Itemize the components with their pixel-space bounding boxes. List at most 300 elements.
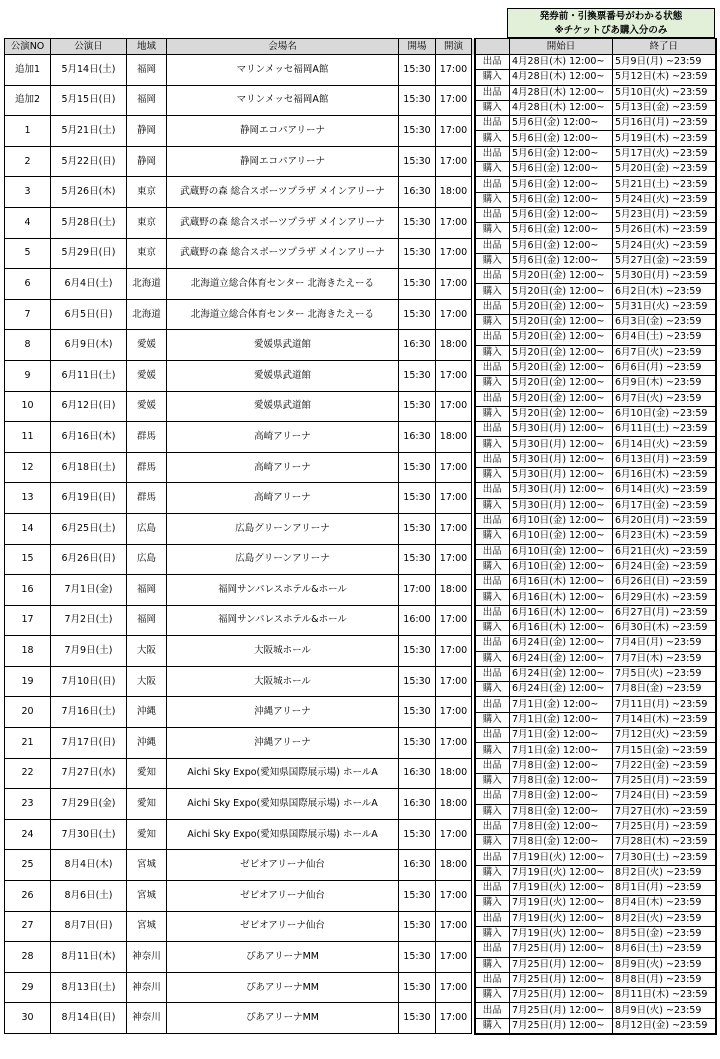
cell-region: 静岡: [127, 146, 167, 177]
cell-start: 17:00: [436, 146, 472, 177]
cell-venue: 愛媛県武道館: [167, 391, 399, 422]
cell-open: 15:30: [399, 819, 436, 850]
cell-region: 東京: [127, 238, 167, 269]
cell-no: 28: [5, 942, 51, 973]
cell-sell-end: 5月21日(土) ~23:59: [613, 177, 716, 192]
cell-buy-begin: 5月20日(金) 12:00~: [510, 376, 613, 391]
cell-date: 5月28日(土): [51, 207, 127, 238]
cell-no: 10: [5, 391, 51, 422]
cell-buy-begin: 5月6日(金) 12:00~: [510, 223, 613, 238]
cell-kind-buy: 購入: [475, 437, 510, 452]
table-row: [5, 819, 716, 834]
cell-sell-end: 8月2日(火) ~23:59: [613, 911, 716, 926]
cell-venue: 北海道立総合体育センター 北海きたえーる: [167, 299, 399, 330]
cell-kind-buy: 購入: [475, 162, 510, 177]
cell-region: 福岡: [127, 55, 167, 86]
cell-buy-end: 5月20日(金) ~23:59: [613, 162, 716, 177]
cell-sell-end: 6月14日(火) ~23:59: [613, 483, 716, 498]
table-row: [5, 697, 716, 712]
cell-kind-buy: 購入: [475, 468, 510, 483]
cell-region: 愛媛: [127, 360, 167, 391]
cell-open: 15:30: [399, 972, 436, 1003]
table-row: [5, 360, 716, 375]
cell-no: 25: [5, 850, 51, 881]
cell-start: 17:00: [436, 972, 472, 1003]
cell-buy-end: 6月24日(金) ~23:59: [613, 559, 716, 574]
header-date: 公演日: [51, 39, 127, 55]
cell-buy-end: 7月28日(木) ~23:59: [613, 835, 716, 850]
cell-buy-end: 6月14日(火) ~23:59: [613, 437, 716, 452]
cell-start: 17:00: [436, 544, 472, 575]
cell-region: 愛知: [127, 789, 167, 820]
cell-buy-end: 7月25日(月) ~23:59: [613, 773, 716, 788]
cell-kind-sell: 出品: [475, 1003, 510, 1018]
cell-kind-sell: 出品: [475, 85, 510, 100]
cell-sell-begin: 6月24日(金) 12:00~: [510, 636, 613, 651]
cell-start: 17:00: [436, 269, 472, 300]
cell-open: 15:30: [399, 299, 436, 330]
cell-buy-begin: 6月10日(金) 12:00~: [510, 529, 613, 544]
cell-open: 16:30: [399, 789, 436, 820]
cell-sell-end: 7月12日(火) ~23:59: [613, 728, 716, 743]
cell-buy-end: 5月27日(金) ~23:59: [613, 253, 716, 268]
cell-venue: 高崎アリーナ: [167, 483, 399, 514]
cell-buy-end: 5月26日(木) ~23:59: [613, 223, 716, 238]
cell-buy-end: 7月27日(水) ~23:59: [613, 804, 716, 819]
cell-start: 17:00: [436, 942, 472, 973]
cell-kind-sell: 出品: [475, 116, 510, 131]
header-venue: 会場名: [167, 39, 399, 55]
cell-kind-buy: 購入: [475, 804, 510, 819]
cell-open: 15:30: [399, 55, 436, 86]
table-row: [5, 177, 716, 192]
cell-sell-begin: 7月1日(金) 12:00~: [510, 697, 613, 712]
cell-open: 16:30: [399, 758, 436, 789]
cell-start: 17:00: [436, 452, 472, 483]
cell-start: 18:00: [436, 575, 472, 606]
cell-open: 16:30: [399, 177, 436, 208]
cell-kind-sell: 出品: [475, 391, 510, 406]
cell-kind-sell: 出品: [475, 881, 510, 896]
cell-region: 福岡: [127, 85, 167, 116]
cell-region: 神奈川: [127, 972, 167, 1003]
cell-kind-buy: 購入: [475, 70, 510, 85]
cell-kind-sell: 出品: [475, 850, 510, 865]
cell-buy-end: 6月10日(金) ~23:59: [613, 406, 716, 421]
cell-venue: 高崎アリーナ: [167, 452, 399, 483]
cell-open: 15:30: [399, 911, 436, 942]
cell-date: 6月26日(日): [51, 544, 127, 575]
cell-sell-begin: 5月20日(金) 12:00~: [510, 330, 613, 345]
cell-sell-begin: 7月25日(月) 12:00~: [510, 1003, 613, 1018]
cell-region: 神奈川: [127, 1003, 167, 1034]
cell-region: 東京: [127, 207, 167, 238]
cell-no: 19: [5, 666, 51, 697]
cell-kind-buy: 購入: [475, 773, 510, 788]
cell-sell-end: 7月25日(月) ~23:59: [613, 819, 716, 834]
table-row: [5, 942, 716, 957]
cell-kind-buy: 購入: [475, 315, 510, 330]
cell-date: 6月16日(木): [51, 422, 127, 453]
table-row: [5, 146, 716, 161]
cell-venue: Aichi Sky Expo(愛知県国際展示場) ホールA: [167, 819, 399, 850]
cell-buy-begin: 5月20日(金) 12:00~: [510, 406, 613, 421]
table-row: [5, 544, 716, 559]
table-row: [5, 269, 716, 284]
cell-kind-sell: 出品: [475, 697, 510, 712]
cell-buy-begin: 5月6日(金) 12:00~: [510, 192, 613, 207]
cell-no: 12: [5, 452, 51, 483]
cell-start: 17:00: [436, 697, 472, 728]
cell-buy-end: 6月2日(木) ~23:59: [613, 284, 716, 299]
cell-no: 22: [5, 758, 51, 789]
cell-sell-end: 6月27日(月) ~23:59: [613, 605, 716, 620]
cell-start: 17:00: [436, 299, 472, 330]
cell-start: 17:00: [436, 666, 472, 697]
cell-open: 15:30: [399, 391, 436, 422]
cell-no: 7: [5, 299, 51, 330]
cell-no: 13: [5, 483, 51, 514]
cell-kind-buy: 購入: [475, 253, 510, 268]
cell-start: 17:00: [436, 605, 472, 636]
cell-region: 宮城: [127, 881, 167, 912]
cell-kind-sell: 出品: [475, 972, 510, 987]
cell-sell-end: 8月9日(火) ~23:59: [613, 1003, 716, 1018]
cell-sell-end: 6月6日(月) ~23:59: [613, 360, 716, 375]
cell-region: 大阪: [127, 666, 167, 697]
cell-kind-sell: 出品: [475, 636, 510, 651]
cell-kind-buy: 購入: [475, 926, 510, 941]
cell-sell-end: 5月24日(火) ~23:59: [613, 238, 716, 253]
cell-sell-begin: 5月6日(金) 12:00~: [510, 238, 613, 253]
cell-kind-buy: 購入: [475, 865, 510, 880]
table-row: [5, 452, 716, 467]
cell-sell-begin: 6月10日(金) 12:00~: [510, 544, 613, 559]
cell-kind-sell: 出品: [475, 605, 510, 620]
cell-date: 7月1日(金): [51, 575, 127, 606]
cell-sell-begin: 4月28日(木) 12:00~: [510, 85, 613, 100]
header-no: 公演NO: [5, 39, 51, 55]
cell-kind-buy: 購入: [475, 620, 510, 635]
cell-buy-begin: 4月28日(木) 12:00~: [510, 100, 613, 115]
cell-open: 15:30: [399, 881, 436, 912]
cell-region: 沖縄: [127, 728, 167, 759]
cell-date: 8月13日(土): [51, 972, 127, 1003]
cell-start: 17:00: [436, 85, 472, 116]
table-header-row: [5, 39, 716, 55]
cell-no: 6: [5, 269, 51, 300]
cell-sell-begin: 7月19日(火) 12:00~: [510, 850, 613, 865]
cell-kind-buy: 購入: [475, 682, 510, 697]
table-row: [5, 728, 716, 743]
cell-start: 17:00: [436, 207, 472, 238]
cell-date: 6月12日(日): [51, 391, 127, 422]
cell-no: 11: [5, 422, 51, 453]
cell-sell-begin: 7月8日(金) 12:00~: [510, 819, 613, 834]
table-row: [5, 238, 716, 253]
cell-kind-buy: 購入: [475, 498, 510, 513]
cell-venue: 福岡サンパレスホテル&ホール: [167, 575, 399, 606]
cell-buy-begin: 6月24日(金) 12:00~: [510, 682, 613, 697]
cell-buy-begin: 5月20日(金) 12:00~: [510, 284, 613, 299]
cell-venue: 福岡サンパレスホテル&ホール: [167, 605, 399, 636]
cell-sell-begin: 5月6日(金) 12:00~: [510, 146, 613, 161]
cell-kind-buy: 購入: [475, 896, 510, 911]
cell-kind-buy: 購入: [475, 835, 510, 850]
cell-sell-end: 5月23日(月) ~23:59: [613, 207, 716, 222]
cell-kind-buy: 購入: [475, 559, 510, 574]
cell-region: 福岡: [127, 575, 167, 606]
cell-kind-sell: 出品: [475, 911, 510, 926]
cell-kind-sell: 出品: [475, 789, 510, 804]
cell-buy-begin: 7月19日(火) 12:00~: [510, 926, 613, 941]
cell-open: 15:30: [399, 452, 436, 483]
cell-kind-buy: 購入: [475, 284, 510, 299]
cell-venue: ぴあアリーナMM: [167, 1003, 399, 1034]
cell-sell-begin: 5月20日(金) 12:00~: [510, 360, 613, 375]
cell-sell-begin: 7月8日(金) 12:00~: [510, 789, 613, 804]
cell-venue: 高崎アリーナ: [167, 422, 399, 453]
cell-sell-begin: 6月16日(木) 12:00~: [510, 605, 613, 620]
cell-no: 15: [5, 544, 51, 575]
cell-start: 17:00: [436, 881, 472, 912]
cell-region: 群馬: [127, 422, 167, 453]
cell-sell-begin: 5月20日(金) 12:00~: [510, 269, 613, 284]
cell-start: 18:00: [436, 758, 472, 789]
cell-start: 17:00: [436, 483, 472, 514]
cell-date: 6月25日(土): [51, 513, 127, 544]
cell-kind-buy: 購入: [475, 988, 510, 1003]
cell-buy-end: 6月23日(木) ~23:59: [613, 529, 716, 544]
cell-buy-begin: 5月30日(月) 12:00~: [510, 468, 613, 483]
cell-no: 14: [5, 513, 51, 544]
cell-sell-end: 8月8日(月) ~23:59: [613, 972, 716, 987]
cell-start: 17:00: [436, 238, 472, 269]
cell-sell-begin: 5月6日(金) 12:00~: [510, 207, 613, 222]
cell-kind-sell: 出品: [475, 360, 510, 375]
cell-open: 15:30: [399, 269, 436, 300]
cell-buy-end: 5月19日(木) ~23:59: [613, 131, 716, 146]
cell-buy-end: 7月8日(金) ~23:59: [613, 682, 716, 697]
cell-kind-sell: 出品: [475, 483, 510, 498]
cell-buy-end: 6月30日(木) ~23:59: [613, 620, 716, 635]
cell-sell-begin: 4月28日(木) 12:00~: [510, 55, 613, 70]
cell-sell-end: 5月10日(火) ~23:59: [613, 85, 716, 100]
cell-venue: Aichi Sky Expo(愛知県国際展示場) ホールA: [167, 789, 399, 820]
cell-no: 27: [5, 911, 51, 942]
cell-region: 静岡: [127, 116, 167, 147]
cell-sell-end: 6月11日(土) ~23:59: [613, 422, 716, 437]
cell-region: 愛知: [127, 819, 167, 850]
cell-date: 7月9日(土): [51, 636, 127, 667]
cell-sell-end: 8月1日(月) ~23:59: [613, 881, 716, 896]
cell-sell-begin: 5月6日(金) 12:00~: [510, 177, 613, 192]
cell-buy-begin: 5月30日(月) 12:00~: [510, 437, 613, 452]
cell-sell-end: 5月9日(月) ~23:59: [613, 55, 716, 70]
cell-start: 18:00: [436, 177, 472, 208]
cell-no: 30: [5, 1003, 51, 1034]
cell-sell-begin: 5月6日(金) 12:00~: [510, 116, 613, 131]
cell-no: 4: [5, 207, 51, 238]
cell-buy-end: 6月3日(金) ~23:59: [613, 315, 716, 330]
cell-region: 愛知: [127, 758, 167, 789]
cell-open: 16:30: [399, 422, 436, 453]
cell-no: 2: [5, 146, 51, 177]
cell-open: 15:30: [399, 207, 436, 238]
cell-date: 7月27日(水): [51, 758, 127, 789]
cell-venue: 広島グリーンアリーナ: [167, 513, 399, 544]
cell-no: 8: [5, 330, 51, 361]
cell-open: 15:30: [399, 728, 436, 759]
cell-buy-end: 5月24日(火) ~23:59: [613, 192, 716, 207]
cell-date: 7月16日(土): [51, 697, 127, 728]
cell-date: 6月5日(日): [51, 299, 127, 330]
cell-buy-end: 7月15日(金) ~23:59: [613, 743, 716, 758]
table-row: [5, 55, 716, 70]
cell-buy-end: 5月13日(金) ~23:59: [613, 100, 716, 115]
cell-buy-begin: 7月19日(火) 12:00~: [510, 865, 613, 880]
cell-venue: 静岡エコパアリーナ: [167, 116, 399, 147]
cell-date: 8月6日(土): [51, 881, 127, 912]
cell-open: 15:30: [399, 238, 436, 269]
cell-buy-begin: 7月25日(月) 12:00~: [510, 957, 613, 972]
cell-no: 3: [5, 177, 51, 208]
cell-start: 18:00: [436, 850, 472, 881]
cell-venue: 愛媛県武道館: [167, 330, 399, 361]
cell-open: 15:30: [399, 483, 436, 514]
cell-date: 7月10日(日): [51, 666, 127, 697]
cell-start: 18:00: [436, 789, 472, 820]
table-row: [5, 972, 716, 987]
table-row: [5, 391, 716, 406]
cell-kind-sell: 出品: [475, 758, 510, 773]
cell-open: 15:30: [399, 146, 436, 177]
cell-start: 17:00: [436, 636, 472, 667]
table-body: [5, 55, 716, 1034]
cell-buy-end: 8月4日(木) ~23:59: [613, 896, 716, 911]
cell-kind-sell: 出品: [475, 238, 510, 253]
table-row: [5, 299, 716, 314]
table-row: [5, 422, 716, 437]
cell-venue: 武蔵野の森 総合スポーツプラザ メインアリーナ: [167, 238, 399, 269]
table-row: [5, 207, 716, 222]
cell-venue: ゼビオアリーナ仙台: [167, 881, 399, 912]
cell-kind-sell: 出品: [475, 207, 510, 222]
cell-sell-end: 7月30日(土) ~23:59: [613, 850, 716, 865]
cell-date: 7月17日(日): [51, 728, 127, 759]
cell-venue: Aichi Sky Expo(愛知県国際展示場) ホールA: [167, 758, 399, 789]
cell-kind-buy: 購入: [475, 223, 510, 238]
cell-venue: 武蔵野の森 総合スポーツプラザ メインアリーナ: [167, 177, 399, 208]
cell-buy-end: 8月12日(金) ~23:59: [613, 1018, 716, 1034]
cell-buy-end: 7月7日(木) ~23:59: [613, 651, 716, 666]
cell-no: 9: [5, 360, 51, 391]
table-row: [5, 575, 716, 590]
header-begin: 開始日: [510, 39, 613, 55]
cell-start: 17:00: [436, 391, 472, 422]
cell-kind-buy: 購入: [475, 529, 510, 544]
cell-open: 15:30: [399, 697, 436, 728]
cell-date: 6月19日(日): [51, 483, 127, 514]
cell-venue: 静岡エコパアリーナ: [167, 146, 399, 177]
cell-kind-buy: 購入: [475, 651, 510, 666]
cell-open: 15:30: [399, 666, 436, 697]
cell-sell-end: 6月21日(火) ~23:59: [613, 544, 716, 559]
cell-kind-sell: 出品: [475, 422, 510, 437]
cell-buy-begin: 5月30日(月) 12:00~: [510, 498, 613, 513]
cell-sell-begin: 5月30日(月) 12:00~: [510, 483, 613, 498]
cell-start: 17:00: [436, 513, 472, 544]
table-row: [5, 666, 716, 681]
cell-date: 5月14日(土): [51, 55, 127, 86]
cell-region: 愛媛: [127, 330, 167, 361]
cell-kind-buy: 購入: [475, 192, 510, 207]
table-row: [5, 881, 716, 896]
cell-region: 宮城: [127, 850, 167, 881]
cell-sell-begin: 6月10日(金) 12:00~: [510, 513, 613, 528]
cell-venue: 武蔵野の森 総合スポーツプラザ メインアリーナ: [167, 207, 399, 238]
cell-venue: 北海道立総合体育センター 北海きたえーる: [167, 269, 399, 300]
cell-buy-begin: 6月24日(金) 12:00~: [510, 651, 613, 666]
table-row: [5, 513, 716, 528]
cell-venue: ゼビオアリーナ仙台: [167, 850, 399, 881]
cell-kind-buy: 購入: [475, 100, 510, 115]
cell-sell-end: 5月30日(月) ~23:59: [613, 269, 716, 284]
cell-buy-begin: 5月6日(金) 12:00~: [510, 253, 613, 268]
cell-date: 5月22日(日): [51, 146, 127, 177]
cell-kind-buy: 購入: [475, 406, 510, 421]
cell-venue: ぴあアリーナMM: [167, 942, 399, 973]
cell-buy-begin: 7月25日(月) 12:00~: [510, 1018, 613, 1034]
cell-sell-begin: 7月19日(火) 12:00~: [510, 911, 613, 926]
cell-kind-sell: 出品: [475, 544, 510, 559]
cell-kind-sell: 出品: [475, 55, 510, 70]
cell-open: 15:30: [399, 544, 436, 575]
table-row: [5, 85, 716, 100]
cell-region: 神奈川: [127, 942, 167, 973]
cell-date: 8月7日(日): [51, 911, 127, 942]
cell-date: 6月4日(土): [51, 269, 127, 300]
cell-open: 15:30: [399, 513, 436, 544]
cell-sell-begin: 7月1日(金) 12:00~: [510, 728, 613, 743]
cell-buy-begin: 7月8日(金) 12:00~: [510, 804, 613, 819]
cell-kind-sell: 出品: [475, 269, 510, 284]
table-row: [5, 330, 716, 345]
cell-date: 7月29日(金): [51, 789, 127, 820]
cell-no: 20: [5, 697, 51, 728]
header-start: 開演: [436, 39, 472, 55]
cell-venue: ゼビオアリーナ仙台: [167, 911, 399, 942]
cell-sell-end: 7月22日(金) ~23:59: [613, 758, 716, 773]
cell-date: 7月30日(土): [51, 819, 127, 850]
cell-date: 6月18日(土): [51, 452, 127, 483]
cell-start: 17:00: [436, 728, 472, 759]
cell-venue: マリンメッセ福岡A館: [167, 55, 399, 86]
cell-sell-end: 5月17日(火) ~23:59: [613, 146, 716, 161]
cell-sell-end: 5月31日(火) ~23:59: [613, 299, 716, 314]
cell-buy-end: 8月2日(火) ~23:59: [613, 865, 716, 880]
cell-sell-begin: 6月16日(木) 12:00~: [510, 575, 613, 590]
table-row: [5, 605, 716, 620]
cell-buy-begin: 6月16日(木) 12:00~: [510, 590, 613, 605]
cell-kind-buy: 購入: [475, 376, 510, 391]
cell-sell-begin: 5月20日(金) 12:00~: [510, 391, 613, 406]
cell-buy-begin: 4月28日(木) 12:00~: [510, 70, 613, 85]
cell-buy-begin: 7月19日(火) 12:00~: [510, 896, 613, 911]
cell-region: 群馬: [127, 452, 167, 483]
cell-sell-begin: 5月30日(月) 12:00~: [510, 452, 613, 467]
cell-start: 17:00: [436, 819, 472, 850]
